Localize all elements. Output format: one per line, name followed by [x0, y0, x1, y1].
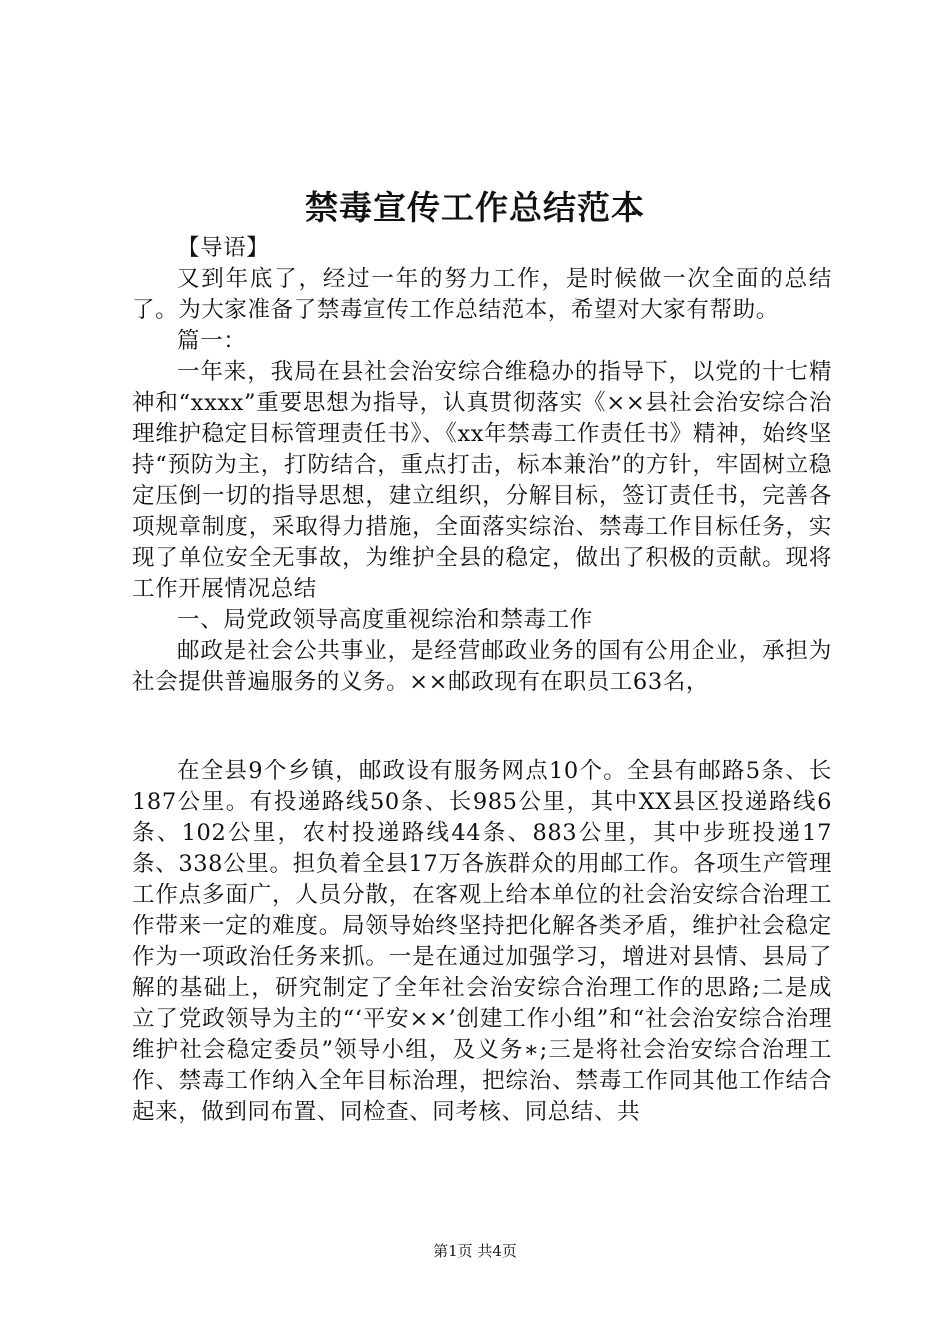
paragraph: 邮政是社会公共事业，是经营邮政业务的国有公用企业，承担为社会提供普遍服务的义务。××邮政现有在职员工63名， [132, 638, 832, 695]
paragraph: 在全县9个乡镇，邮政设有服务网点10个。全县有邮路5条、长187公里。有投递路线50条、长985公里，其中XX县区投递路线6条、102公里，农村投递路线44条、883公里，其中步班投递17条、338公里。担负着全县17万各族群众的用邮工作。各项生产管理工作点多面广，人员分散，在客观上给本单位的社会治安综合治理工作带来一定的难度。局领导始终坚持把化解各类矛盾，维护社会稳定作为一项政治任务来抓。一是在通过加强学习，增进对县情、县局了解的基础上，研究制定了全年社会治安综合治理工作的思路;二是成立了党政领导为主的“‘平安××’创建工作小组”和“社会治安综合治理维护社会稳定委员”领导小组，及义务∗;三是将社会治安综合治理工作、禁毒工作纳入全年目标治理，把综治、禁毒工作同其他工作结合起来，做到同布置、同检查、同考核、同总结、共 [132, 758, 832, 1125]
section-label: 篇一： [177, 328, 247, 354]
lead-heading: 【导语】 [177, 235, 270, 261]
section-heading: 一、局党政领导高度重视综治和禁毒工作 [177, 607, 593, 633]
document-title: 禁毒宣传工作总结范本 [305, 188, 645, 227]
page-number-footer: 第1页 共4页 [433, 1242, 517, 1260]
document-body-part-2 [132, 756, 832, 1128]
document-body-part-1 [132, 233, 832, 698]
paragraph: 又到年底了，经过一年的努力工作，是时候做一次全面的总结了。为大家准备了禁毒宣传工作总结范本，希望对大家有帮助。 [132, 266, 832, 323]
paragraph: 一年来，我局在县社会治安综合维稳办的指导下，以党的十七精神和“xxxx”重要思想为指导，认真贯彻落实《××县社会治安综合治理维护稳定目标管理责任书》、《xx年禁毒工作责任书》精神，始终坚持“预防为主，打防结合，重点打击，标本兼治”的方针，牢固树立稳定压倒一切的指导思想，建立组织，分解目标，签订责任书，完善各项规章制度，采取得力措施，全面落实综治、禁毒工作目标任务，实现了单位安全无事故，为维护全县的稳定，做出了积极的贡献。现将工作开展情况总结 [132, 359, 832, 602]
